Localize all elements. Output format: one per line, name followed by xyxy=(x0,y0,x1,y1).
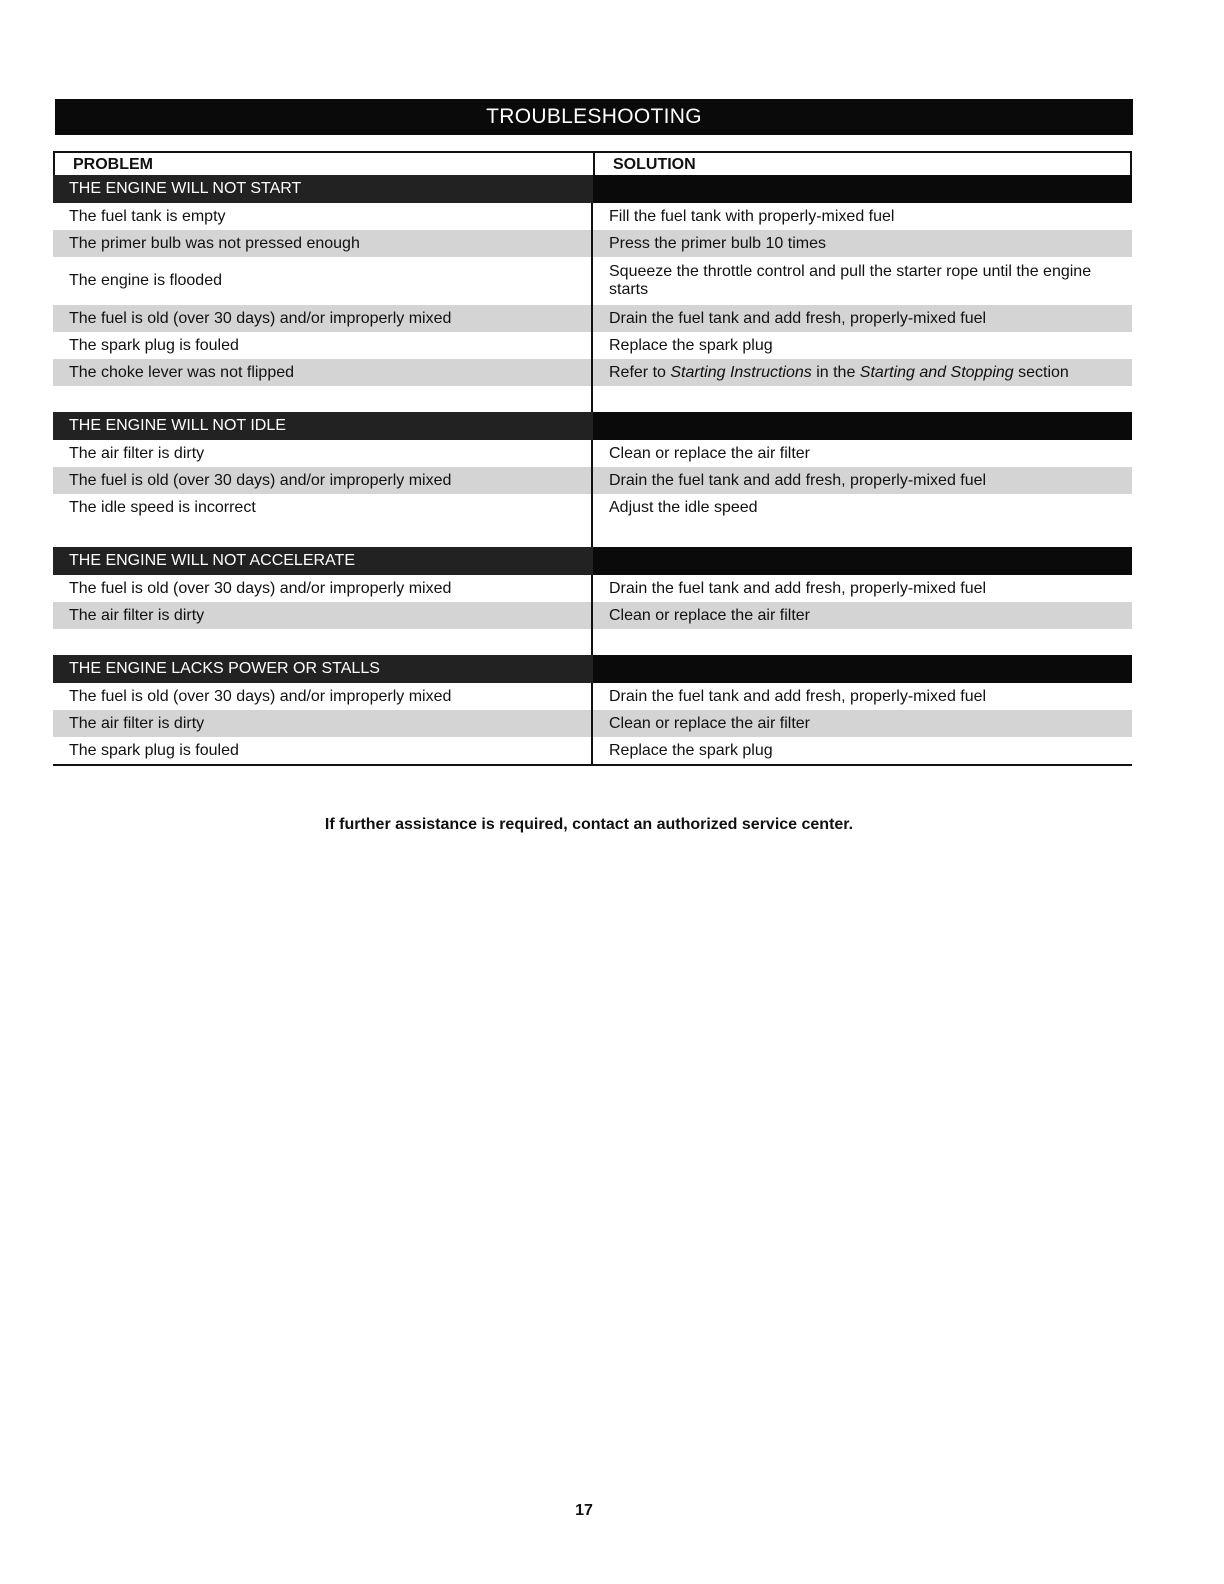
section-heading-label: THE ENGINE LACKS POWER OR STALLS xyxy=(53,655,593,683)
table-row xyxy=(53,305,1132,332)
table-row xyxy=(53,494,1132,521)
section-heading-fill xyxy=(593,547,1132,575)
solution-cell: Press the primer bulb 10 times xyxy=(593,230,1132,257)
section-heading-label: THE ENGINE WILL NOT ACCELERATE xyxy=(53,547,593,575)
problem-cell: The air filter is dirty xyxy=(53,440,593,467)
table-row xyxy=(53,467,1132,494)
page-title: TROUBLESHOOTING xyxy=(55,99,1133,135)
problem-cell: The choke lever was not flipped xyxy=(53,359,593,386)
problem-cell: The fuel is old (over 30 days) and/or improperly mixed xyxy=(53,305,593,332)
problem-cell: The spark plug is fouled xyxy=(53,332,593,359)
solution-text: section xyxy=(1013,363,1069,381)
problem-cell: The fuel is old (over 30 days) and/or improperly mixed xyxy=(53,575,593,602)
solution-reference: Starting Instructions xyxy=(670,363,812,381)
page-number: 17 xyxy=(575,1502,593,1519)
solution-column-header: SOLUTION xyxy=(613,156,696,173)
solution-cell: Drain the fuel tank and add fresh, properly-mixed fuel xyxy=(609,687,987,705)
problem-cell: The air filter is dirty xyxy=(53,602,593,629)
table-row xyxy=(53,257,1132,305)
table-row xyxy=(53,575,1132,602)
section-spacer xyxy=(53,629,1132,655)
problem-cell: The primer bulb was not pressed enough xyxy=(53,230,593,257)
solution-cell xyxy=(593,359,1132,386)
section-heading-will-not-start xyxy=(53,175,1132,203)
solution-cell: Adjust the idle speed xyxy=(609,498,758,516)
table-row xyxy=(53,602,1132,629)
solution-cell: Replace the spark plug xyxy=(609,741,773,759)
table-bottom-rule xyxy=(53,764,1132,766)
solution-cell: Clean or replace the air filter xyxy=(593,710,1132,737)
solution-text: in the xyxy=(811,363,860,381)
solution-text: Refer to xyxy=(609,363,671,381)
table-row xyxy=(53,737,1132,764)
problem-cell: The engine is flooded xyxy=(53,257,593,305)
table-row xyxy=(53,359,1132,386)
section-heading-label: THE ENGINE WILL NOT IDLE xyxy=(53,412,593,440)
solution-cell: Clean or replace the air filter xyxy=(609,444,810,462)
table-row xyxy=(53,683,1132,710)
section-heading-fill xyxy=(593,175,1132,203)
section-heading-fill xyxy=(593,655,1132,683)
table-row xyxy=(53,230,1132,257)
table-row xyxy=(53,710,1132,737)
problem-cell: The fuel is old (over 30 days) and/or improperly mixed xyxy=(53,467,593,494)
problem-cell: The idle speed is incorrect xyxy=(53,494,593,521)
table-row xyxy=(53,440,1132,467)
section-spacer xyxy=(53,521,1132,547)
solution-cell: Replace the spark plug xyxy=(609,336,773,354)
problem-cell: The fuel is old (over 30 days) and/or improperly mixed xyxy=(53,683,593,710)
solution-reference: Starting and Stopping xyxy=(859,363,1014,381)
section-heading-fill xyxy=(593,412,1132,440)
section-heading-label: THE ENGINE WILL NOT START xyxy=(53,175,593,203)
table-row xyxy=(53,332,1132,359)
assistance-note: If further assistance is required, contact an authorized service center. xyxy=(324,816,854,833)
solution-cell: Fill the fuel tank with properly-mixed fuel xyxy=(609,207,895,225)
section-heading-will-not-accelerate xyxy=(53,547,1132,575)
section-heading-lacks-power xyxy=(53,655,1132,683)
problem-cell: The fuel tank is empty xyxy=(53,203,593,230)
column-header-row xyxy=(53,151,1132,175)
troubleshooting-table xyxy=(53,151,1132,766)
problem-column-header: PROBLEM xyxy=(55,153,595,175)
solution-cell: Drain the fuel tank and add fresh, properly-mixed fuel xyxy=(609,579,987,597)
section-spacer xyxy=(53,386,1132,412)
section-heading-will-not-idle xyxy=(53,412,1132,440)
solution-cell: Squeeze the throttle control and pull the starter rope until the engine starts xyxy=(609,263,1092,298)
problem-cell: The spark plug is fouled xyxy=(53,737,593,764)
table-row xyxy=(53,203,1132,230)
solution-cell: Clean or replace the air filter xyxy=(593,602,1132,629)
solution-cell: Drain the fuel tank and add fresh, properly-mixed fuel xyxy=(593,467,1132,494)
solution-cell: Drain the fuel tank and add fresh, properly-mixed fuel xyxy=(593,305,1132,332)
problem-cell: The air filter is dirty xyxy=(53,710,593,737)
